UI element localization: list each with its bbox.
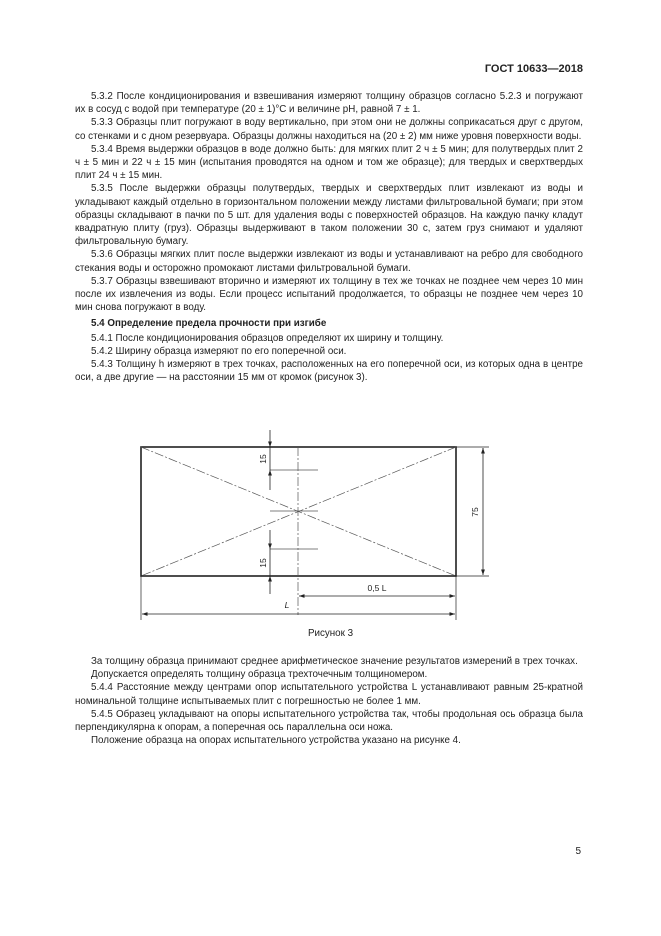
- paragraph-5-3-5: 5.3.5 После выдержки образцы полутвердых, твердых и сверхтвердых плит извлекают из воды и укладывают каждый отдельно в горизонтальном положении между листами фильтровальной бумаги; при этом образцы складывают в пачки по 5 шт. для удаления воды с поверхностей образцов. На каждую пачку кладут квадратную плиту (груз). Образцы выдерживают в таком положении 30 с, затем груз снимают и удаляют фильтровальную бумагу.: [75, 183, 583, 248]
- paragraph-thickness-average: За толщину образца принимают среднее арифметическое значение результатов измерений в трех точках.: [91, 656, 578, 667]
- paragraph-5-3-4: 5.3.4 Время выдержки образцов в воде должно быть: для мягких плит 2 ч ± 5 мин; для полутвердых плит 2 ч ± 5 мин и 22 ч ± 15 мин (испытания проводятся на одном и том же образце); для твердых и сверхтвердых плит 24 ч ± 15 мин.: [75, 143, 583, 182]
- text-block-bottom: [75, 655, 583, 747]
- paragraph-5-3-3: 5.3.3 Образцы плит погружают в воду вертикально, при этом они не должны соприкасаться друг с другом, со стенками и с дном резервуара. Образцы должны находиться на (20 ± 2) мм ниже уровня поверхности воды.: [75, 117, 583, 142]
- paragraph-figure-4-ref: Положение образца на опорах испытательного устройства указано на рисунке 4.: [91, 735, 461, 747]
- dim-label-bottom-15: 15: [258, 558, 268, 568]
- paragraph-5-3-2: 5.3.2 После кондиционирования и взвешивания измеряют толщину образцов согласно 5.2.3 и погружают их в сосуд с водой при температуре (20 ± 1)°С и величине pH, равной 7 ± 1.: [75, 91, 583, 116]
- paragraph-5-4-4: 5.4.4 Расстояние между центрами опор испытательного устройства L устанавливают равным 25-кратной номинальной толщине испытываемых плит с погрешностью не более 1 мм.: [75, 682, 583, 707]
- dim-label-height-75: 75: [470, 507, 480, 517]
- page-number: 5: [575, 846, 581, 857]
- figure-caption: Рисунок 3: [307, 628, 354, 639]
- paragraph-5-3-7: 5.3.7 Образцы взвешивают вторично и измеряют их толщину в тех же точках не позднее чем через 10 мин после их извлечения из воды. Если процесс испытаний продолжается, то образцы не позднее чем через 10 мин снова погружают в воду.: [75, 275, 583, 314]
- paragraph-5-4-5: 5.4.5 Образец укладывают на опоры испытательного устройства так, чтобы продольная ось образца была перпендикулярна к опорам, а поперечная ось параллельна оси ножа.: [75, 708, 583, 734]
- dim-label-half-length: 0,5 L: [367, 583, 387, 593]
- document-header: ГОСТ 10633—2018: [484, 63, 583, 75]
- paragraph-5-4-1: 5.4.1 После кондиционирования образцов определяют их ширину и толщину.: [91, 332, 444, 344]
- paragraph-5-4-2: 5.4.2 Ширину образца измеряют по его поперечной оси.: [91, 345, 347, 357]
- dim-label-length: L: [284, 600, 290, 610]
- paragraph-thickness-gauge: Допускается определять толщину образца трехточечным толщиномером.: [91, 669, 428, 681]
- paragraph-5-3-6: 5.3.6 Образцы мягких плит после выдержки извлекают из воды и устанавливают на ребро для свободного стекания воды и осторожно промокают листами фильтровальной бумаги.: [75, 249, 583, 274]
- dim-label-top-15: 15: [258, 454, 268, 464]
- paragraph-5-4-3: 5.4.3 Толщину h измеряют в трех точках, расположенных на его поперечной оси, из которых одна в центре оси, а две другие — на расстоянии 15 мм от кромок (рисунок 3).: [75, 359, 583, 384]
- section-heading-5-4: 5.4 Определение предела прочности при изгибе: [91, 318, 327, 330]
